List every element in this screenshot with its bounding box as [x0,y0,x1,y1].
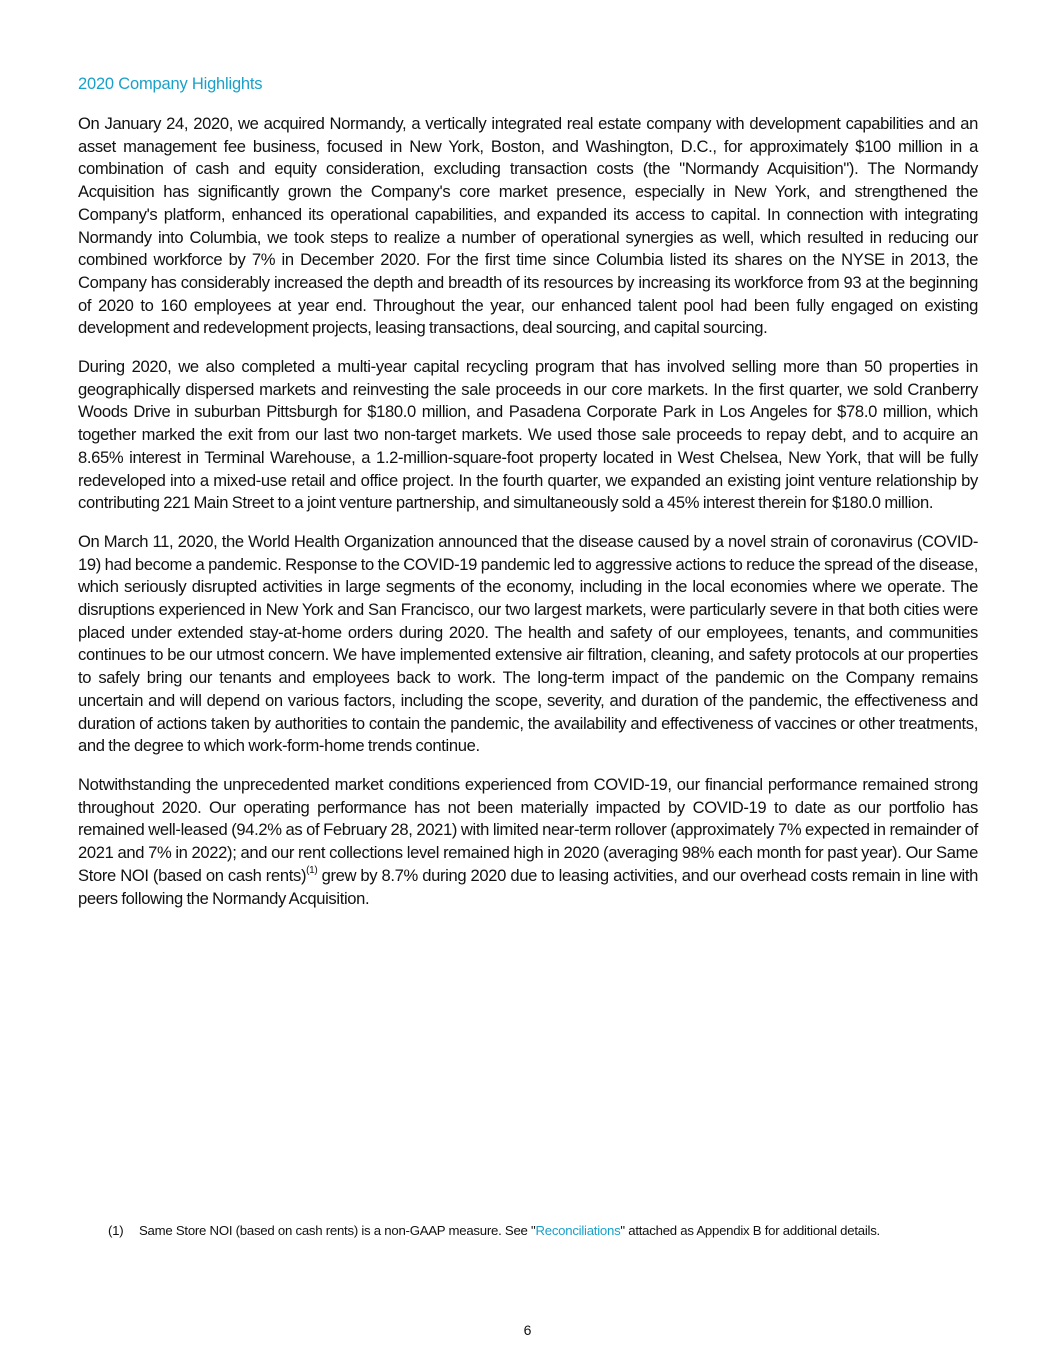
paragraph-capital-recycling: During 2020, we also completed a multi-year capital recycling program that has involved selling more than 50 properties in geographically dispersed markets and reinvesting the sale proceeds in our core markets. In the first quarter, we sold Cranberry Woods Drive in suburban Pittsburgh for $180.0 million, and Pasadena Corporate Park in Los Angeles for $78.0 million, which together marked the exit from our last two non-target markets. We used those sale proceeds to repay debt, and to acquire an 8.65% interest in Terminal Warehouse, a 1.2-million-square-foot property located in West Chelsea, New York, that will be fully redeveloped into a mixed-use retail and office project. In the fourth quarter, we expanded an existing joint venture relationship by contributing 221 Main Street to a joint venture partnership, and simultaneously sold a 45% interest therein for $180.0 million. [78,357,978,513]
body-text [78,113,978,926]
paragraph-text-before-footnote: Notwithstanding the unprecedented market conditions experienced from COVID-19, our financial performance remained strong throughout 2020. Our operating performance has not been materially impacted by COVID-19 to date as our portfolio has remained well-leased (94.2% as of February 28, 2021) with limited near-term rollover (approximately 7% expected in remainder of 2021 and 7% in 2022); and our rent collections level remained high in 2020 (averaging 98% each month for past year). Our Same Store NOI (based on cash rents) [78,774,978,885]
paragraph-financial-performance [78,774,978,910]
footnote-marker: (1) [108,1223,124,1238]
paragraph-covid-19: On March 11, 2020, the World Health Organization announced that the disease caused by a novel strain of coronavirus (COVID-19) had become a pandemic. Response to the COVID-19 pandemic led to aggressive actions to reduce the spread of the disease, which seriously disrupted activities in large segments of the economy, including in the local economies where we operate. The disruptions experienced in New York and San Francisco, our two largest markets, were particularly severe in that both cities were placed under extended stay-at-home orders during 2020. The health and safety of our employees, tenants, and communities continues to be our utmost concern. We have implemented extensive air filtration, cleaning, and safety protocols at our properties to safely bring our tenants and employees back to work. The long-term impact of the pandemic on the Company remains uncertain and will depend on various factors, including the scope, severity, and duration of the pandemic, the effectiveness and duration of actions taken by authorities to contain the pandemic, the availability and effectiveness of vaccines or other treatments, and the degree to which work-form-home trends continue. [78,531,978,756]
page-number: 6 [523,1322,532,1338]
paragraph-normandy-acquisition: On January 24, 2020, we acquired Normandy, a vertically integrated real estate company with development capabilities and an asset management fee business, focused in New York, Boston, and Washington, D.C., for approximately $100 million in a combination of cash and equity consideration, excluding transaction costs (the "Normandy Acquisition"). The Normandy Acquisition has significantly grown the Company's core market presence, especially in New York, and strengthened the Company's platform, enhanced its operational capabilities, and expanded its access to capital. In connection with integrating Normandy into Columbia, we took steps to realize a number of operational synergies as well, which resulted in reducing our combined workforce by 7% in December 2020. For the first time since Columbia listed its shares on the NYSE in 2013, the Company has considerably increased the depth and breadth of its resources by increasing its workforce from 93 at the beginning of 2020 to 160 employees at year end. Throughout the year, our enhanced talent pool had been fully engaged on existing development and redevelopment projects, leasing transactions, deal sourcing, and capital sourcing. [78,114,978,338]
footnote-text-after-link: " attached as Appendix B for additional details. [620,1223,880,1238]
footnote-reference: (1) [306,865,318,877]
reconciliations-link[interactable]: Reconciliations [535,1223,621,1238]
footnote-text-before-link: Same Store NOI (based on cash rents) is a non-GAAP measure. See " [139,1223,536,1238]
paragraph-text-after-footnote: grew by 8.7% during 2020 due to leasing activities, and our overhead costs remain in line with peers following the Normandy Acquisition. [78,865,979,908]
footnote [108,1223,880,1238]
section-heading: 2020 Company Highlights [78,75,263,93]
